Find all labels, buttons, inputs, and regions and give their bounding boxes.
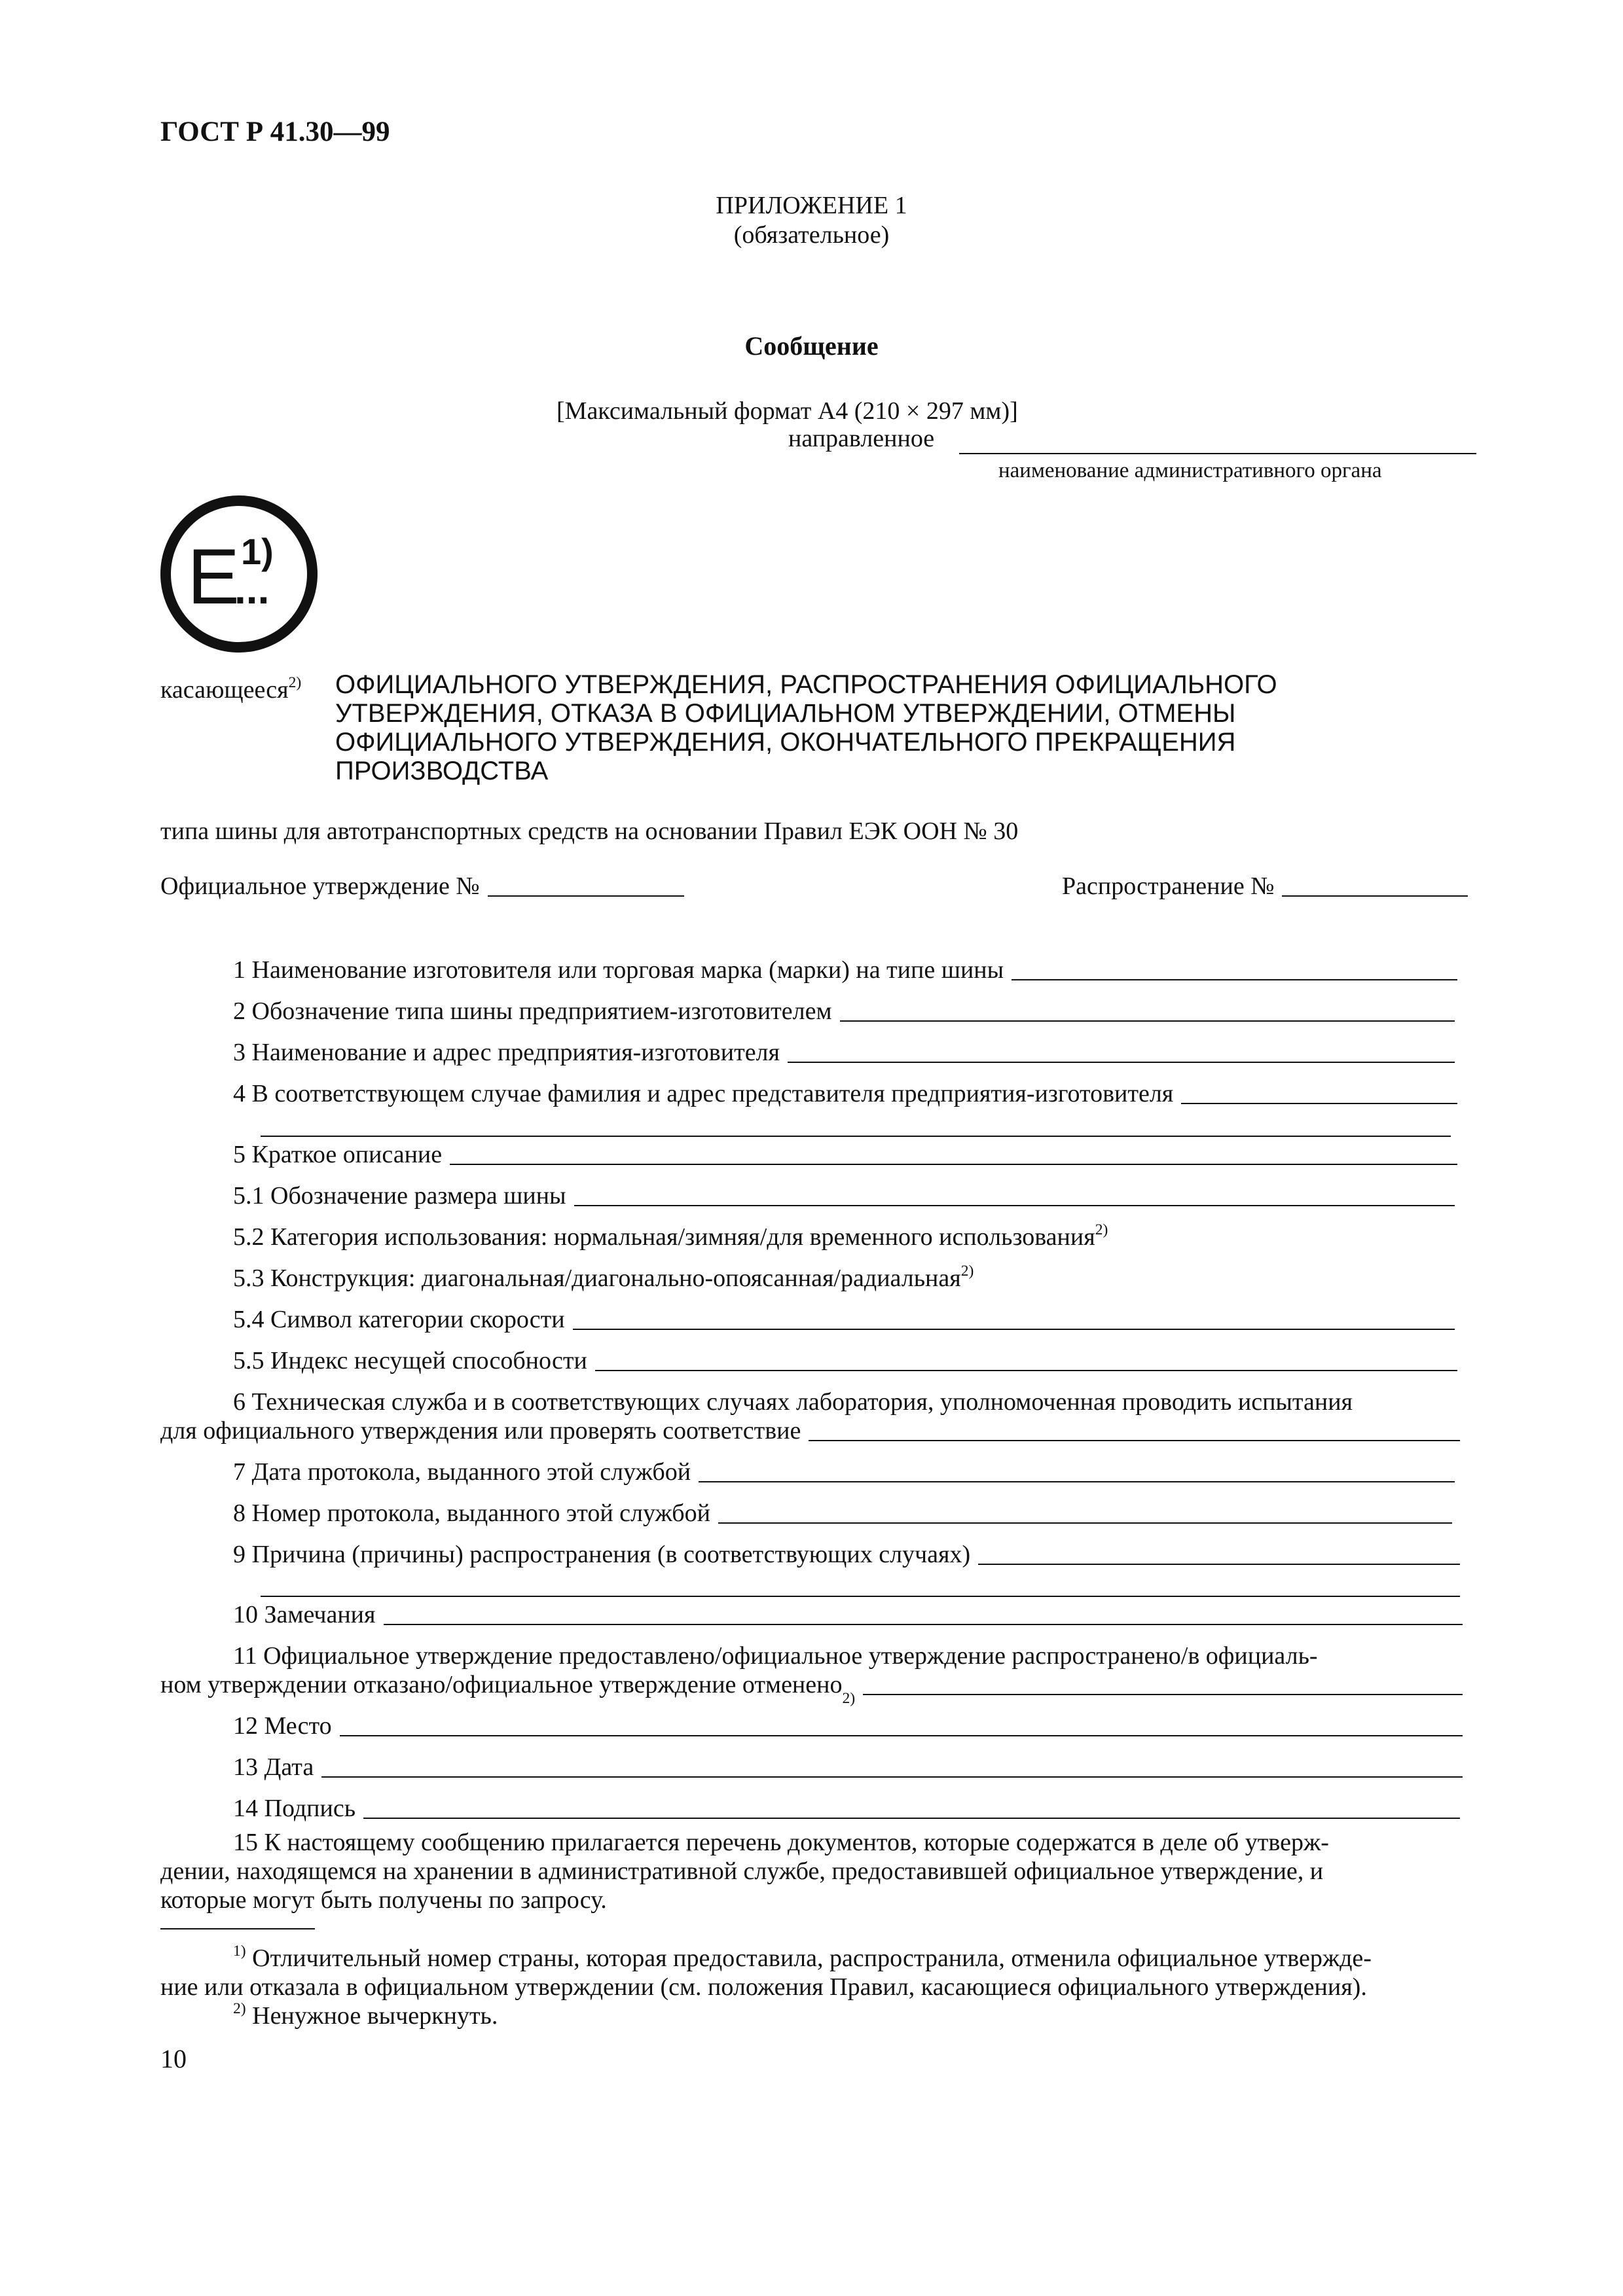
extension-number-row [1062,872,1468,902]
item-9: 9 Причина (причины) распространения (в соответствующих случаях) [233,1540,1460,1570]
message-title: Сообщение [744,331,879,361]
item-8: 8 Номер протокола, выданного этой службой [233,1499,1452,1529]
sent-to-caption: наименование административного органа [998,459,1382,482]
format-note: [Максимальный формат А4 (210 × 297 мм)] [556,397,1018,425]
item-12: 12 Место [233,1712,1463,1742]
item-15-line-1: 15 К настоящему сообщению прилагается перечень документов, которые содержатся в деле об утверж- [233,1829,1329,1856]
annex-title: ПРИЛОЖЕНИЕ 1 [716,192,907,219]
extension-number-label: Распространение № [1062,872,1275,900]
footnote-separator [160,1928,315,1929]
emblem-dots: ... [234,565,270,613]
item-15-line-3: которые могут быть получены по запросу. [160,1886,607,1914]
item-9-extra-line [261,1596,1460,1597]
document-code: ГОСТ Р 41.30—99 [160,117,390,147]
item-3: 3 Наименование и адрес предприятия-изготовителя [233,1038,1455,1068]
tyre-type-line: типа шины для автотранспортных средств на основании Правил ЕЭК ООН № 30 [160,817,1019,845]
footnote-1-line-1: $^{1)}$ Отличительный номер страны, которая предоставила, распространила, отменила официальное утвержде- [233,1943,1372,1972]
item-6-line-2: для официального утверждения или проверять соответствие [160,1416,1460,1446]
item-5-1: 5.1 Обозначение размера шины [233,1181,1455,1211]
concerning-label: касающееся$^{2)}$ [160,674,302,704]
item-2: 2 Обозначение типа шины предприятием-изготовителем [233,997,1455,1027]
approval-number-label: Официальное утверждение № [160,872,480,900]
item-11-line-2: ном утверждении отказано/официальное утверждение отменено $^{2)}$ [160,1670,1463,1700]
item-14: 14 Подпись [233,1794,1460,1824]
concerning-line-4: ПРОИЗВОДСТВА [335,757,549,785]
annex-status: (обязательное) [733,221,890,249]
sent-to-field-line [959,453,1476,454]
item-5: 5 Краткое описание [233,1140,1457,1170]
concerning-line-3: ОФИЦИАЛЬНОГО УТВЕРЖДЕНИЯ, ОКОНЧАТЕЛЬНОГО ПРЕКРАЩЕНИЯ [335,728,1236,757]
extension-number-line [1282,895,1468,897]
e-mark-emblem-icon [157,492,321,656]
item-1: 1 Наименование изготовителя или торговая марка (марки) на типе шины [233,956,1457,986]
emblem-letter: E [187,533,240,620]
approval-number-row [160,872,684,902]
item-5-2: 5.2 Категория использования: нормальная/зимняя/для временного использования$^{2)}$ [233,1221,1108,1251]
item-7: 7 Дата протокола, выданного этой службой [233,1458,1455,1488]
approval-number-line [488,895,684,897]
footnote-1-line-2: ние или отказала в официальном утверждении (см. положения Правил, касающиеся официального утверждения). [160,1973,1367,2001]
sent-to-label: направленное [788,425,935,452]
item-5-4: 5.4 Символ категории скорости [233,1305,1455,1335]
concerning-line-1: ОФИЦИАЛЬНОГО УТВЕРЖДЕНИЯ, РАСПРОСТРАНЕНИЯ ОФИЦИАЛЬНОГО [335,670,1277,699]
footnote-2: $^{2)}$ Ненужное вычеркнуть. [233,2000,498,2030]
item-5-5: 5.5 Индекс несущей способности [233,1346,1457,1376]
item-5-3: 5.3 Конструкция: диагональная/диагонально-опоясанная/радиальная$^{2)}$ [233,1263,974,1292]
concerning-line-2: УТВЕРЖДЕНИЯ, ОТКАЗА В ОФИЦИАЛЬНОМ УТВЕРЖДЕНИИ, ОТМЕНЫ [335,699,1236,728]
page-number: 10 [160,2044,187,2073]
emblem-sup: 1) [241,531,274,572]
item-13: 13 Дата [233,1753,1463,1783]
item-11-line-1: 11 Официальное утверждение предоставлено/официальное утверждение распространено/в официаль- [233,1642,1318,1670]
item-4: 4 В соответствующем случае фамилия и адрес представителя предприятия-изготовителя [233,1079,1457,1109]
item-10: 10 Замечания [233,1600,1463,1630]
item-6-line-1: 6 Техническая служба и в соответствующих случаях лаборатория, уполномоченная проводить испытания [233,1388,1353,1416]
item-15-line-2: дении, находящемся на хранении в административной службе, предоставившей официальное утверждение, и [160,1857,1324,1885]
item-4-extra-line [261,1136,1451,1137]
